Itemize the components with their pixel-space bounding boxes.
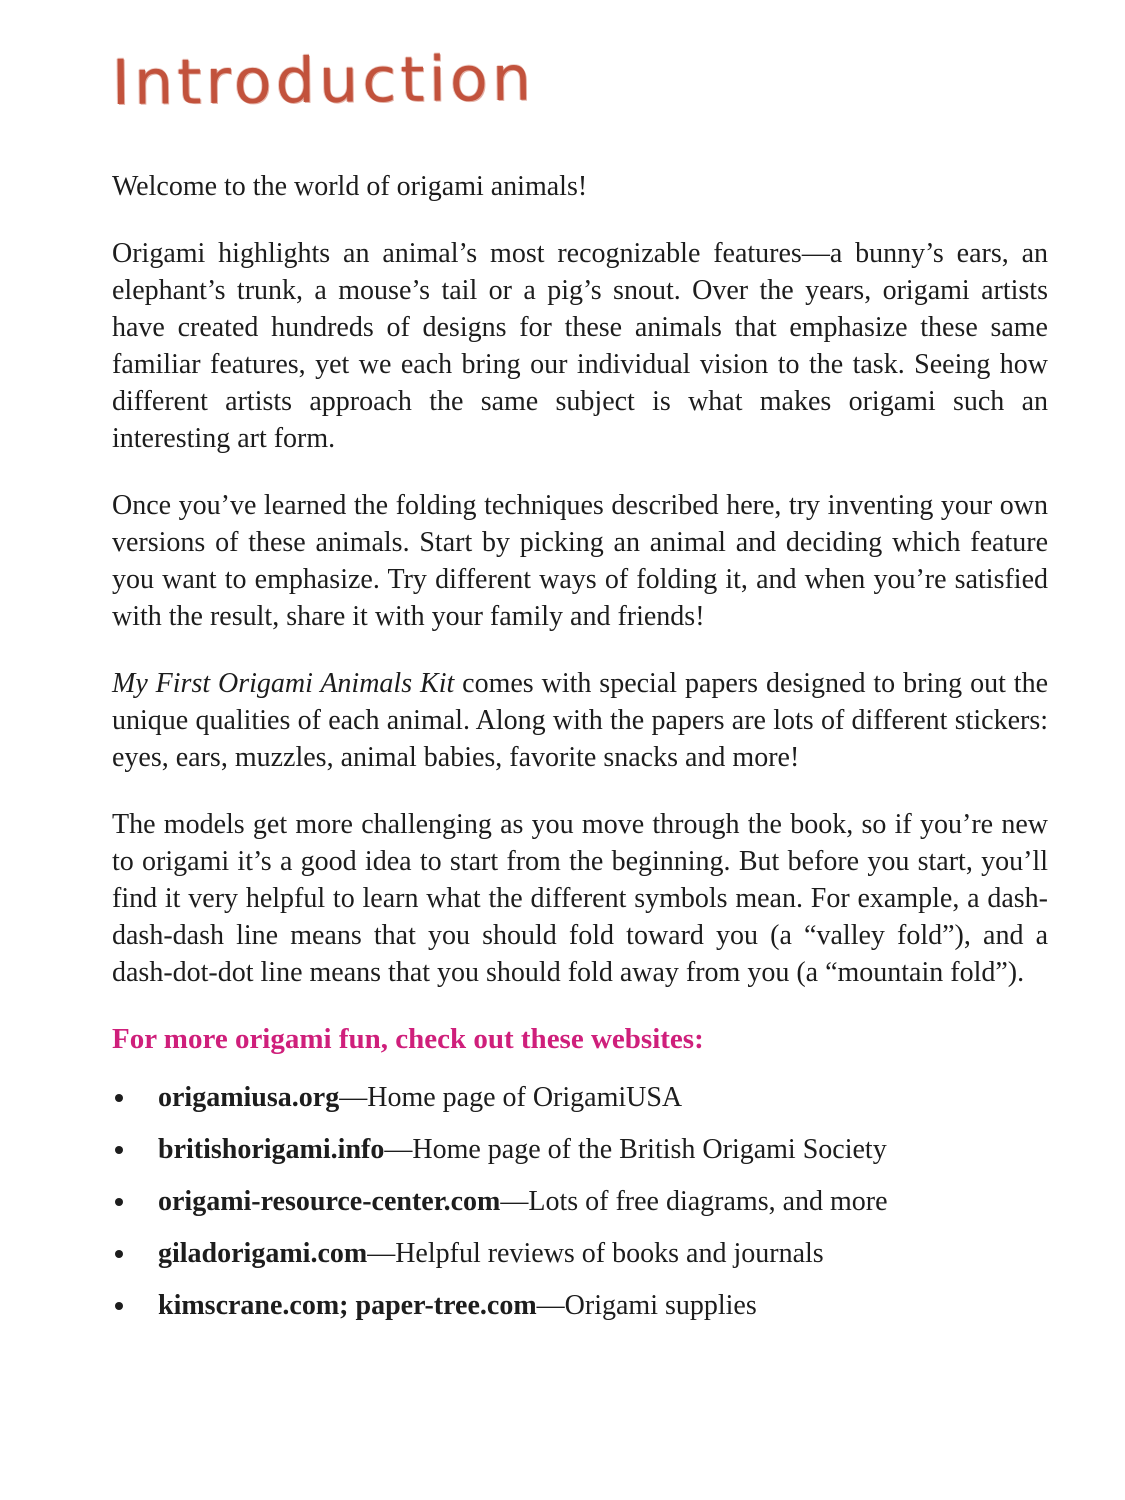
paragraph-symbols-explanation: The models get more challenging as you move through the book, so if you’re new to origami it’s a good idea to start from the beginning. But before you start, you’ll find it very helpful to learn what the different symbols mean. For example, a dash-dash-dash line means that you should fold toward you (a “valley fold”), and a dash-dot-dot line means that you should fold away from you (a “mountain fold”). (112, 809, 1048, 988)
websites-heading: For more origami fun, check out these websites: (112, 1023, 704, 1055)
website-description: —Origami supplies (536, 1290, 757, 1321)
bullet-icon (115, 1146, 123, 1154)
website-description: —Home page of OrigamiUSA (339, 1082, 683, 1113)
website-item-kimscrane-papertree (112, 1287, 1048, 1324)
website-item-britishorigami (112, 1131, 1048, 1168)
website-item-origami-resource-center (112, 1183, 1048, 1220)
website-item-giladorigami (112, 1235, 1048, 1272)
website-name: giladorigami.com (158, 1238, 368, 1269)
website-name: britishorigami.info (158, 1134, 385, 1165)
intro-paragraph: Welcome to the world of origami animals! (112, 171, 588, 202)
paragraph-invent-your-own: Once you’ve learned the folding techniques described here, try inventing your own versions of these animals. Start by picking an animal and deciding which feature you want to emphasize. Try different ways of folding it, and when you’re satisfied with the result, share it with your family and friends! (112, 490, 1048, 632)
bullet-icon (115, 1198, 123, 1206)
website-name: kimscrane.com; paper-tree.com (158, 1290, 537, 1321)
paragraph-kit-contents (112, 665, 1048, 776)
website-item-origamiusa (112, 1079, 1048, 1116)
bullet-icon (115, 1094, 123, 1102)
website-description: —Helpful reviews of books and journals (367, 1238, 824, 1269)
website-list (112, 1079, 1048, 1324)
book-title-italic: My First Origami Animals Kit (112, 668, 455, 699)
page-title: Introduction (111, 41, 536, 119)
website-description: —Home page of the British Origami Society (384, 1134, 887, 1165)
bullet-icon (115, 1250, 123, 1258)
website-name: origamiusa.org (158, 1082, 340, 1113)
bullet-icon (115, 1302, 123, 1310)
paragraph-origami-features: Origami highlights an animal’s most recognizable features—a bunny’s ears, an elephant’s trunk, a mouse’s tail or a pig’s snout. Over the years, origami artists have created hundreds of designs for these animals that emphasize these same familiar features, yet we each bring our individual vision to the task. Seeing how different artists approach the same subject is what makes origami such an interesting art form. (112, 238, 1048, 454)
website-description: —Lots of free diagrams, and more (500, 1186, 888, 1217)
website-name: origami-resource-center.com (158, 1186, 501, 1217)
paragraph-kit-contents-text: comes with special papers designed to bring out the unique qualities of each animal. Along with the papers are lots of different stickers: eyes, ears, muzzles, animal babies, favorite snacks and more! (112, 668, 1048, 773)
